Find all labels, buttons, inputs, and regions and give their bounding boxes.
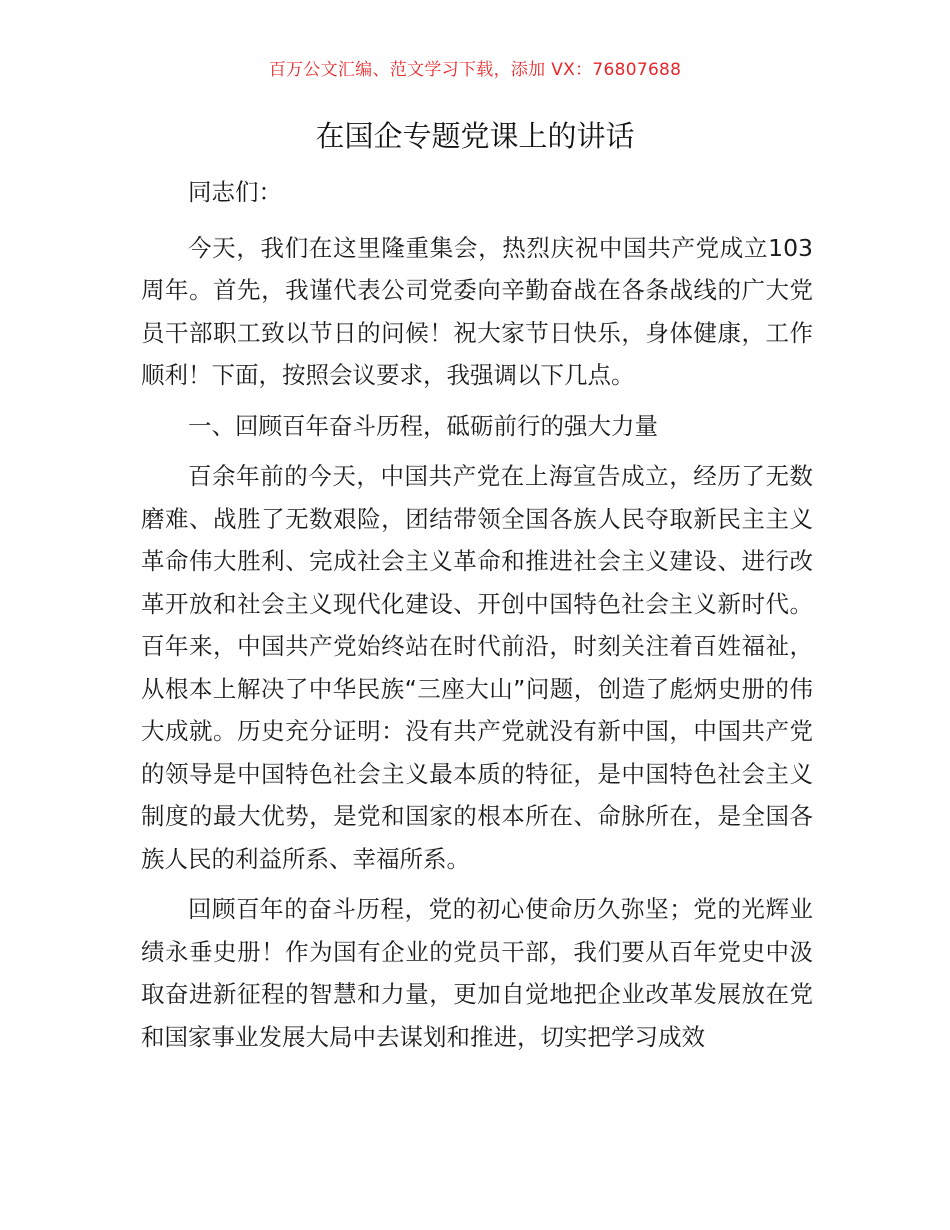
document-body	[141, 171, 813, 1064]
document-title: 在国企专题党课上的讲话	[315, 119, 635, 153]
greeting: 同志们：	[188, 178, 282, 206]
paragraph-opening: 今天，我们在这里隆重集会，热烈庆祝中国共产党成立103 周年。首先，我谨代表公司党委向辛勤奋战在各条战线的广大党员干部职工致以节日的问候！祝大家节日快乐，身体健康，工作顺利！下面，按照会议要求，我强调以下几点。	[141, 233, 813, 389]
watermark-banner: 百万公文汇编、范文学习下载，添加 VX：76807688	[268, 60, 682, 80]
paragraph-review: 回顾百年的奋斗历程，党的初心使命历久弥坚；党的光辉业绩永垂史册！作为国有企业的党员干部，我们要从百年党史中汲取奋进新征程的智慧和力量，更加自觉地把企业改革发展放在党和国家事业发展大局中去谋划和推进，切实把学习成效	[141, 895, 813, 1051]
paragraph-history: 百余年前的今天，中国共产党在上海宣告成立，经历了无数磨难、战胜了无数艰险，团结带领全国各族人民夺取新民主主义革命伟大胜利、完成社会主义革命和推进社会主义建设、进行改革开放和社会主义现代化建设、开创中国特色社会主义新时代。百年来，中国共产党始终站在时代前沿，时刻关注着百姓福祉，从根本上解决了中华民族“三座大山”问题，创造了彪炳史册的伟大成就。历史充分证明：没有共产党就没有新中国，中国共产党的领导是中国特色社会主义最本质的特征，是中国特色社会主义制度的最大优势，是党和国家的根本所在、命脉所在，是全国各族人民的利益所系、幸福所系。	[141, 462, 813, 873]
section-heading-1: 一、回顾百年奋斗历程，砥砺前行的强大力量	[188, 411, 658, 440]
